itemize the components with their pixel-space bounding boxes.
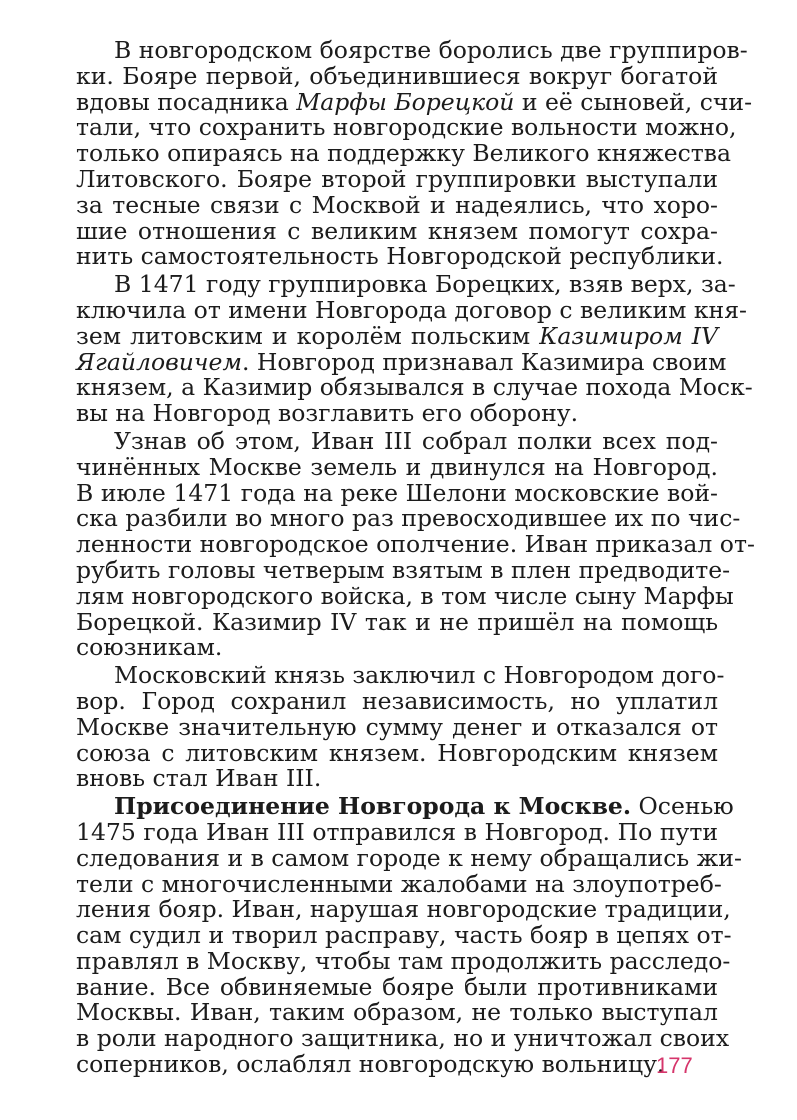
text-line — [76, 373, 753, 402]
text-line — [76, 607, 718, 636]
text-segment: сам судил и творил расправу, часть бояр в цепях от- — [76, 921, 732, 950]
text-segment: Москвы. Иван, таким образом, не только выступал — [76, 998, 718, 1027]
paragraph — [76, 426, 755, 662]
italic-segment: Ягайловичем — [76, 347, 242, 376]
text-line — [76, 113, 737, 142]
text-line — [76, 766, 718, 792]
text-line — [76, 347, 727, 376]
text-line — [76, 1052, 718, 1078]
text-segment: рубить головы четверым взятым в плен предводите- — [76, 555, 731, 584]
text-segment: союза с литовским князем. Новгородским князем — [76, 738, 718, 767]
text-line — [76, 555, 731, 584]
text-segment: ключила от имени Новгорода договор с великим кня- — [76, 295, 747, 324]
text-line — [76, 530, 755, 559]
text-line — [76, 242, 724, 271]
text-line — [76, 686, 718, 715]
text-line — [76, 895, 731, 924]
text-line — [76, 921, 732, 950]
text-line — [76, 504, 741, 533]
text-segment: чинённых Москве земель и двинулся на Новгород. — [76, 452, 718, 481]
page-number: 177 — [656, 1053, 693, 1078]
text-segment: В июле 1471 года на реке Шелони московские вой- — [76, 478, 718, 507]
text-line — [76, 321, 718, 350]
text-segment: ки. Бояре первой, объединившиеся вокруг богатой — [76, 61, 718, 90]
text-line — [76, 295, 747, 324]
text-segment: ска разбили во много раз превосходившее их по чис- — [76, 504, 741, 533]
text-segment: нить самостоятельность Новгородской республики. — [76, 242, 724, 271]
text-line — [76, 1000, 718, 1026]
text-segment: Осенью — [631, 792, 734, 821]
text-segment: вание. Все обвиняемые бояре были противниками — [76, 972, 718, 1001]
text-segment: ленности новгородское ополчение. Иван приказал от- — [76, 530, 755, 559]
text-segment: тали, что сохранить новгородские вольности можно, — [76, 113, 737, 142]
text-segment: Москве значительную сумму денег и отказался от — [76, 712, 718, 741]
paragraph — [76, 270, 753, 428]
text-line — [76, 401, 718, 427]
text-line — [76, 87, 753, 116]
text-segment: Литовского. Бояре второй группировки выступали — [76, 164, 718, 193]
text-segment: вор. Город сохранил независимость, но уплатил — [76, 686, 718, 715]
text-line — [76, 139, 732, 168]
text-segment: вновь стал Иван III. — [76, 764, 322, 793]
text-segment: правлял в Москву, чтобы там продолжить расследо- — [76, 946, 731, 975]
text-line — [76, 869, 722, 898]
text-line — [76, 581, 734, 610]
text-line — [76, 972, 718, 1001]
text-segment: лям новгородского войска, в том числе сыну Марфы — [76, 581, 734, 610]
text-segment: . Новгород признавал Казимира своим — [241, 347, 727, 376]
text-line — [76, 452, 718, 481]
text-line — [76, 426, 718, 455]
text-segment: Борецкой. Казимир IV так и не пришёл на помощь — [76, 607, 718, 636]
text-line — [76, 190, 718, 219]
text-segment: соперников, ослаблял новгородскую вольницу. — [76, 1050, 665, 1079]
text-body — [76, 36, 755, 1080]
paragraph — [76, 36, 753, 271]
text-segment: шие отношения с великим князем помогут сохра- — [76, 216, 718, 245]
text-line — [76, 216, 718, 245]
paragraph — [76, 661, 725, 793]
text-segment: Московский князь заключил с Новгородом дого- — [114, 661, 725, 690]
text-line — [76, 738, 718, 767]
text-line — [76, 270, 736, 299]
text-segment: следования и в самом городе к нему обращались жи- — [76, 843, 742, 872]
text-line — [76, 712, 718, 741]
text-line — [76, 635, 718, 661]
text-segment: за тесные связи с Москвой и надеялись, что хоро- — [76, 190, 718, 219]
text-segment: зем литовским и королём польским — [76, 321, 540, 350]
text-segment: вдовы посадника — [76, 87, 297, 116]
italic-segment: Казимиром IV — [539, 321, 718, 350]
text-segment: союзникам. — [76, 633, 223, 662]
text-segment: и её сыновей, счи- — [514, 87, 753, 116]
text-line — [76, 817, 718, 846]
text-line — [76, 36, 748, 64]
text-segment: В новгородском боярстве боролись две группиров- — [114, 36, 748, 64]
text-line — [76, 1024, 730, 1053]
text-segment: только опираясь на поддержку Великого княжества — [76, 139, 732, 168]
text-line — [76, 843, 742, 872]
text-segment: В 1471 году группировка Борецких, взяв верх, за- — [114, 270, 736, 299]
text-line — [76, 946, 731, 975]
text-line — [76, 661, 725, 690]
text-segment: князем, а Казимир обязывался в случае похода Моск- — [76, 373, 753, 402]
text-segment: Узнав об этом, Иван III собрал полки всех под- — [114, 426, 718, 455]
text-segment: 1475 года Иван III отправился в Новгород. По пути — [76, 817, 718, 846]
text-segment: вы на Новгород возглавить его оборону. — [76, 399, 579, 428]
text-segment: ления бояр. Иван, нарушая новгородские традиции, — [76, 895, 731, 924]
text-segment: в роли народного защитника, но и уничтожал своих — [76, 1024, 730, 1053]
text-line — [76, 61, 718, 90]
text-line — [76, 792, 734, 821]
italic-segment: Марфы Борецкой — [296, 87, 515, 116]
paragraph — [76, 792, 742, 1079]
bold-heading-segment: Присоединение Новгорода к Москве. — [114, 792, 632, 821]
text-line — [76, 164, 718, 193]
text-segment: тели с многочисленными жалобами на злоупотреб- — [76, 869, 722, 898]
text-line — [76, 478, 718, 507]
